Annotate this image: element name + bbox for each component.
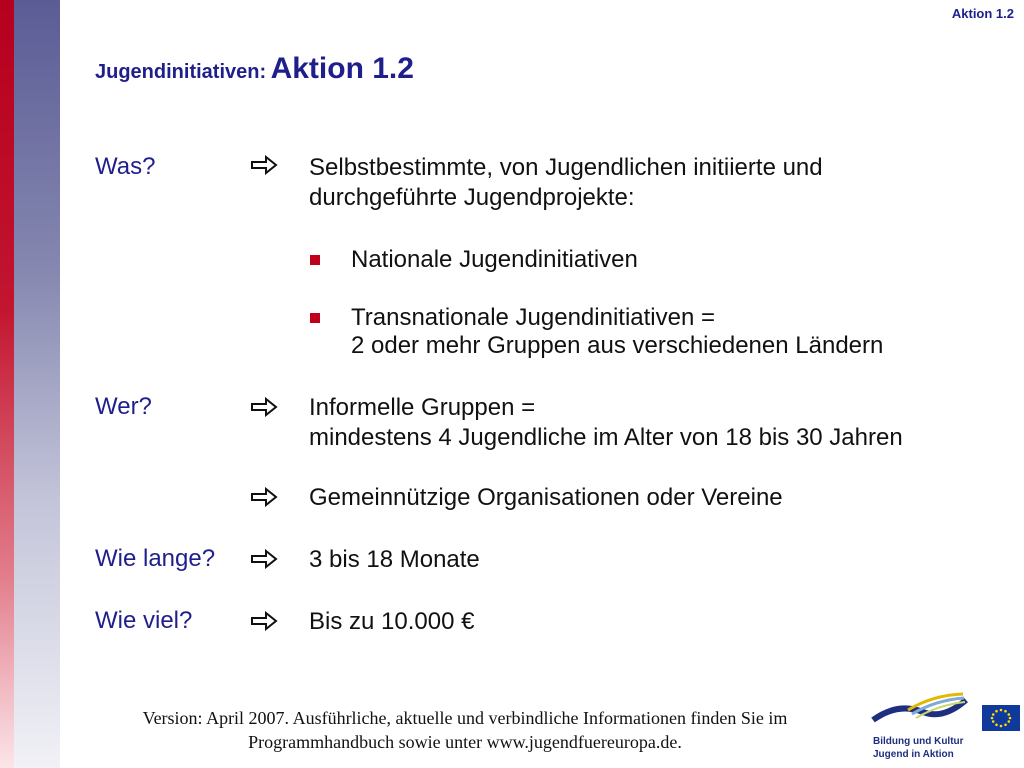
right-arrow-icon	[250, 549, 278, 569]
footer-note	[95, 706, 835, 754]
label-wie-viel: Wie viel?	[95, 607, 193, 634]
title-prefix: Jugendinitiativen:	[95, 61, 267, 83]
label-was: Was?	[95, 153, 156, 180]
title-main: Aktion 1.2	[270, 52, 414, 85]
was-bullet-2-line1: Transnationale Jugendinitiativen =	[351, 304, 716, 331]
wer-item2: Gemeinnützige Organisationen oder Vereine	[309, 484, 783, 511]
wie-viel-value: Bis zu 10.000 €	[309, 608, 475, 635]
footer-line1: Version: April 2007. Ausführliche, aktuelle und verbindliche Informationen finden Sie im	[142, 708, 788, 728]
was-text-line2: durchgeführte Jugendprojekte:	[309, 184, 635, 211]
label-wer: Wer?	[95, 393, 152, 420]
logo-text	[873, 735, 964, 761]
logo-line2: Jugend in Aktion	[873, 749, 954, 760]
right-arrow-icon	[250, 611, 278, 631]
wer-item1-line2: mindestens 4 Jugendliche im Alter von 18 bis 30 Jahren	[309, 424, 903, 451]
slide-tag: Aktion 1.2	[951, 6, 1014, 21]
label-wie-lange: Wie lange?	[95, 545, 216, 572]
wie-lange-value: 3 bis 18 Monate	[309, 546, 480, 573]
slide-title	[95, 52, 414, 86]
right-arrow-icon	[250, 155, 278, 175]
side-bar-red	[0, 0, 14, 768]
was-bullet-2-line2: 2 oder mehr Gruppen aus verschiedenen Ländern	[351, 332, 884, 359]
logo-line1: Bildung und Kultur	[873, 736, 964, 747]
side-bar-blue	[14, 0, 60, 768]
was-bullet-1: Nationale Jugendinitiativen	[351, 246, 638, 273]
square-bullet-icon	[310, 313, 320, 323]
square-bullet-icon	[310, 255, 320, 265]
wer-item1-line1: Informelle Gruppen =	[309, 394, 536, 421]
footer-line2: Programmhandbuch sowie unter www.jugendfuereuropa.de.	[248, 732, 682, 752]
right-arrow-icon	[250, 397, 278, 417]
eu-flag-icon	[982, 705, 1020, 731]
was-text-line1: Selbstbestimmte, von Jugendlichen initiierte und	[309, 154, 823, 181]
right-arrow-icon	[250, 487, 278, 507]
